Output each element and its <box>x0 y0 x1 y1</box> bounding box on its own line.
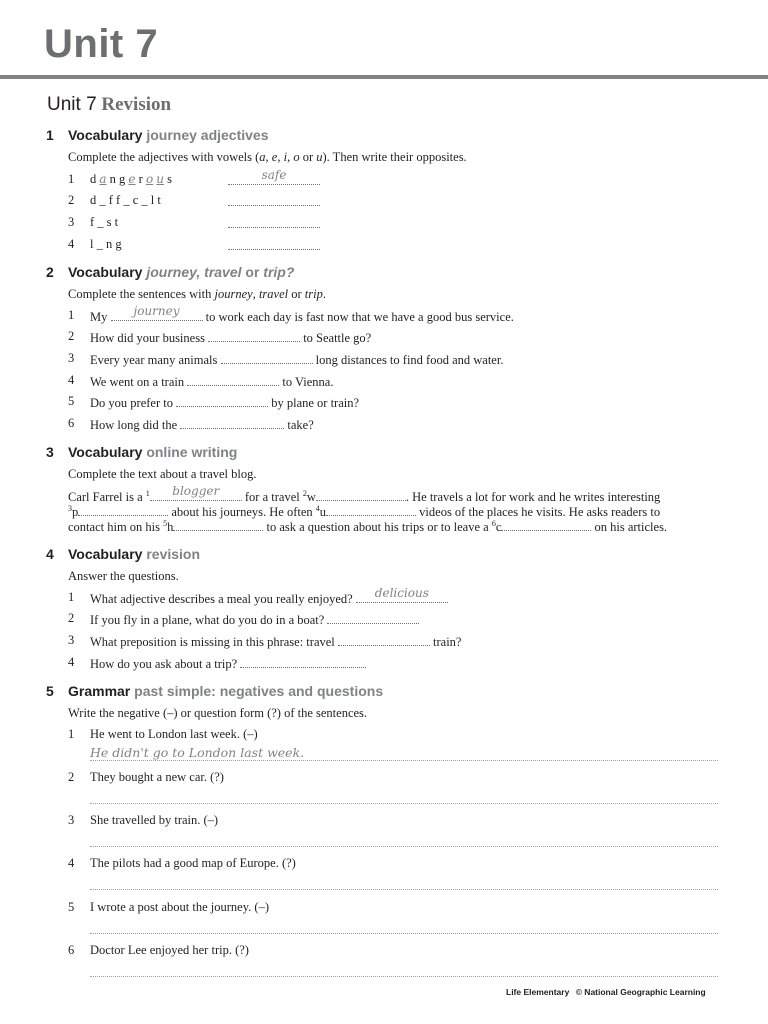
item-number: 3 <box>68 633 75 647</box>
item-number: 3 <box>68 351 75 365</box>
section-4-title <box>68 546 200 562</box>
item-number: 2 <box>68 329 75 343</box>
question-text: If you fly in a plane, what do you do in a boat? <box>90 613 325 627</box>
section-5-number: 5 <box>46 683 54 699</box>
s2-item-1 <box>90 304 514 325</box>
answer-text: safe <box>261 168 287 182</box>
instr-text: Complete the adjectives with vowels ( <box>68 150 260 164</box>
s4-item-3-blank[interactable] <box>338 633 430 646</box>
item-number: 4 <box>68 655 75 669</box>
s4-item-4 <box>90 655 366 672</box>
gap-number: 1 <box>145 488 150 498</box>
item-number: 2 <box>68 193 75 207</box>
sentence-part: take? <box>287 418 314 432</box>
answer-text: journey <box>133 304 180 318</box>
item-number: 5 <box>68 394 75 408</box>
section-1-instructions <box>68 150 467 165</box>
answer-text: blogger <box>172 484 220 498</box>
section-2-subtitle-or: or <box>241 264 264 280</box>
question-text: train? <box>433 635 462 649</box>
section-5-title-main: Grammar <box>68 683 131 699</box>
item-number: 4 <box>68 373 75 387</box>
s1-item-3-answer[interactable] <box>228 215 320 233</box>
s3-gap-5[interactable] <box>173 518 263 531</box>
item-number: 1 <box>68 727 75 741</box>
text-part: contact him on his <box>68 520 164 534</box>
gap-letter: w <box>306 490 316 504</box>
word-part: s <box>164 172 173 186</box>
instr-sep: , <box>265 150 272 164</box>
s2-item-3-blank[interactable] <box>221 351 313 364</box>
gap-number: 5 <box>163 518 168 528</box>
gap-number: 4 <box>315 503 320 513</box>
s3-gap-6[interactable] <box>501 518 591 531</box>
s3-gap-2[interactable] <box>316 488 406 501</box>
section-2-number: 2 <box>46 264 54 280</box>
filled-vowel: o <box>145 172 154 186</box>
sentence-part: by plane or train? <box>271 396 360 410</box>
s2-item-6-blank[interactable] <box>180 416 284 429</box>
text-part: on his articles. <box>591 520 668 534</box>
s1-item-4-answer[interactable] <box>228 237 320 255</box>
section-4-subtitle: revision <box>146 546 201 562</box>
text-part: . He travels a lot for work and he writes interesting <box>405 490 661 504</box>
gap-letter: u <box>319 505 327 519</box>
header-rule <box>0 75 768 79</box>
section-2-title-main: Vocabulary <box>68 264 143 280</box>
section-1-number: 1 <box>46 127 54 143</box>
instr-word: travel <box>258 287 289 301</box>
s5-item-1-answer-text: He didn't go to London last week. <box>90 745 305 760</box>
s5-item-2-sentence: They bought a new car. (?) <box>90 770 224 784</box>
s3-gap-1[interactable] <box>150 484 242 501</box>
footer <box>506 987 706 997</box>
text-part: about his journeys. He often <box>168 505 316 519</box>
text-part: Carl Farrel is a <box>68 490 146 504</box>
instr-text: Complete the sentences with <box>68 287 215 301</box>
section-4-number: 4 <box>46 546 54 562</box>
gap-number: 6 <box>491 518 496 528</box>
text-part: videos of the places he visits. He asks readers to <box>416 505 661 519</box>
question-text: What adjective describes a meal you really enjoyed? <box>90 592 353 606</box>
item-number: 2 <box>68 770 75 784</box>
sentence-part: We went on a train <box>90 375 185 389</box>
section-1-title-main: Vocabulary <box>68 127 143 143</box>
sentence-part: How did your business <box>90 331 205 345</box>
s4-item-4-blank[interactable] <box>240 655 366 668</box>
gap-number: 3 <box>68 503 72 513</box>
sentence-part: How long did the <box>90 418 178 432</box>
instr-vowel: a <box>259 150 266 164</box>
revision-word: Revision <box>101 94 172 115</box>
s5-item-6-answer-line[interactable] <box>90 975 718 977</box>
word-part: n g <box>106 172 129 186</box>
section-3-title-main: Vocabulary <box>68 444 143 460</box>
instr-word: trip <box>304 287 323 301</box>
section-5-instructions: Write the negative (–) or question form (?) of the sentences. <box>68 706 368 720</box>
sentence-part: to work each day is fast now that we have a good bus service. <box>205 310 514 324</box>
s4-item-3 <box>90 633 461 650</box>
instr-word: journey <box>214 287 253 301</box>
s4-item-2 <box>90 611 419 628</box>
section-3-number: 3 <box>46 444 54 460</box>
s5-item-5-sentence: I wrote a post about the journey. (–) <box>90 900 269 914</box>
question-text: How do you ask about a trip? <box>90 657 238 671</box>
item-number: 3 <box>68 813 75 827</box>
gap-letter: p <box>72 505 79 519</box>
footer-publisher: © National Geographic Learning <box>575 987 706 997</box>
instr-sep: or <box>299 150 317 164</box>
item-number: 2 <box>68 611 75 625</box>
item-number: 3 <box>68 215 75 229</box>
sentence-part: Do you prefer to <box>90 396 173 410</box>
word-part: d <box>90 172 100 186</box>
s2-item-1-blank[interactable] <box>111 304 203 321</box>
s5-item-4-answer-line[interactable] <box>90 888 718 890</box>
instr-sep: , <box>252 287 259 301</box>
s1-item-1-answer[interactable] <box>228 168 320 190</box>
instr-sep: , <box>287 150 294 164</box>
s5-item-3-sentence: She travelled by train. (–) <box>90 813 219 827</box>
item-number: 6 <box>68 943 75 957</box>
s5-item-4-sentence: The pilots had a good map of Europe. (?) <box>90 856 296 870</box>
s4-item-1 <box>90 586 448 607</box>
item-number: 4 <box>68 237 75 251</box>
s2-item-2 <box>90 329 371 346</box>
s5-item-5-answer-line[interactable] <box>90 932 718 934</box>
section-2-instructions <box>68 287 326 302</box>
s5-item-1-sentence: He went to London last week. (–) <box>90 727 258 741</box>
filled-vowel: a <box>99 172 107 186</box>
item-number: 1 <box>68 308 75 322</box>
unit-header: Unit 7 <box>44 22 159 66</box>
s2-item-5-blank[interactable] <box>176 394 268 407</box>
s4-item-2-blank[interactable] <box>327 611 419 624</box>
revision-title <box>47 94 171 116</box>
filled-vowel: u <box>156 172 165 186</box>
section-5-subtitle: past simple: negatives and questions <box>134 683 384 699</box>
section-5-title <box>68 683 383 699</box>
s3-gap-4[interactable] <box>326 503 416 516</box>
section-3-title <box>68 444 237 460</box>
sentence-part: My <box>90 310 108 324</box>
item-number: 4 <box>68 856 75 870</box>
s5-item-3-answer-line[interactable] <box>90 845 718 847</box>
section-4-title-main: Vocabulary <box>68 546 143 562</box>
question-text: What preposition is missing in this phrase: travel <box>90 635 335 649</box>
s1-item-3-word: f _ s t <box>90 215 119 229</box>
section-4-instructions: Answer the questions. <box>68 569 179 583</box>
section-1-subtitle: journey adjectives <box>146 127 269 143</box>
item-number: 6 <box>68 416 75 430</box>
s4-item-1-blank[interactable] <box>356 586 448 603</box>
item-number: 1 <box>68 590 75 604</box>
s5-item-2-answer-line[interactable] <box>90 802 718 804</box>
instr-text: ). Then write their opposites. <box>322 150 467 164</box>
s1-item-4-word: l _ n g <box>90 237 122 251</box>
instr-sep: . <box>322 287 326 301</box>
sentence-part: Every year many animals <box>90 353 218 367</box>
section-2-subtitle-a: journey, travel <box>146 264 242 280</box>
instr-vowel: i <box>283 150 288 164</box>
footer-book: Life Elementary <box>506 987 570 997</box>
s2-item-3 <box>90 351 503 368</box>
instr-vowel: o <box>293 150 300 164</box>
gap-letter: c <box>495 520 502 534</box>
instr-vowel: e <box>271 150 278 164</box>
filled-vowel: e <box>128 172 136 186</box>
section-3-subtitle: online writing <box>146 444 238 460</box>
text-part: for a travel <box>241 490 303 504</box>
section-2-subtitle-b: trip? <box>263 264 295 280</box>
section-2-title <box>68 264 294 280</box>
s3-gap-3[interactable] <box>78 503 168 516</box>
s2-item-5 <box>90 394 359 411</box>
sentence-part: to Vienna. <box>282 375 334 389</box>
s1-item-2-word: d _ f f _ c _ l t <box>90 193 161 207</box>
gap-number: 2 <box>302 488 307 498</box>
s2-item-2-blank[interactable] <box>208 329 300 342</box>
item-number: 1 <box>68 172 75 186</box>
answer-text: delicious <box>374 586 429 600</box>
word-part: r <box>135 172 146 186</box>
instr-sep: , <box>277 150 284 164</box>
s1-item-2-answer[interactable] <box>228 193 320 211</box>
s2-item-6 <box>90 416 314 433</box>
sentence-part: long distances to find food and water. <box>315 353 504 367</box>
instr-sep: or <box>288 287 305 301</box>
gap-letter: h <box>167 520 174 534</box>
sentence-part: to Seattle go? <box>303 331 372 345</box>
s2-item-4-blank[interactable] <box>187 373 279 386</box>
revision-unit: Unit 7 <box>47 94 97 115</box>
s1-item-1-word <box>90 172 172 187</box>
instr-vowel: u <box>316 150 323 164</box>
section-3-instructions: Complete the text about a travel blog. <box>68 467 257 481</box>
s3-line-3 <box>68 518 667 535</box>
s5-item-6-sentence: Doctor Lee enjoyed her trip. (?) <box>90 943 249 957</box>
s5-item-1-answer-line[interactable] <box>90 759 718 761</box>
s2-item-4 <box>90 373 333 390</box>
item-number: 5 <box>68 900 75 914</box>
section-1-title <box>68 127 269 143</box>
text-part: to ask a question about his trips or to leave a <box>263 520 492 534</box>
